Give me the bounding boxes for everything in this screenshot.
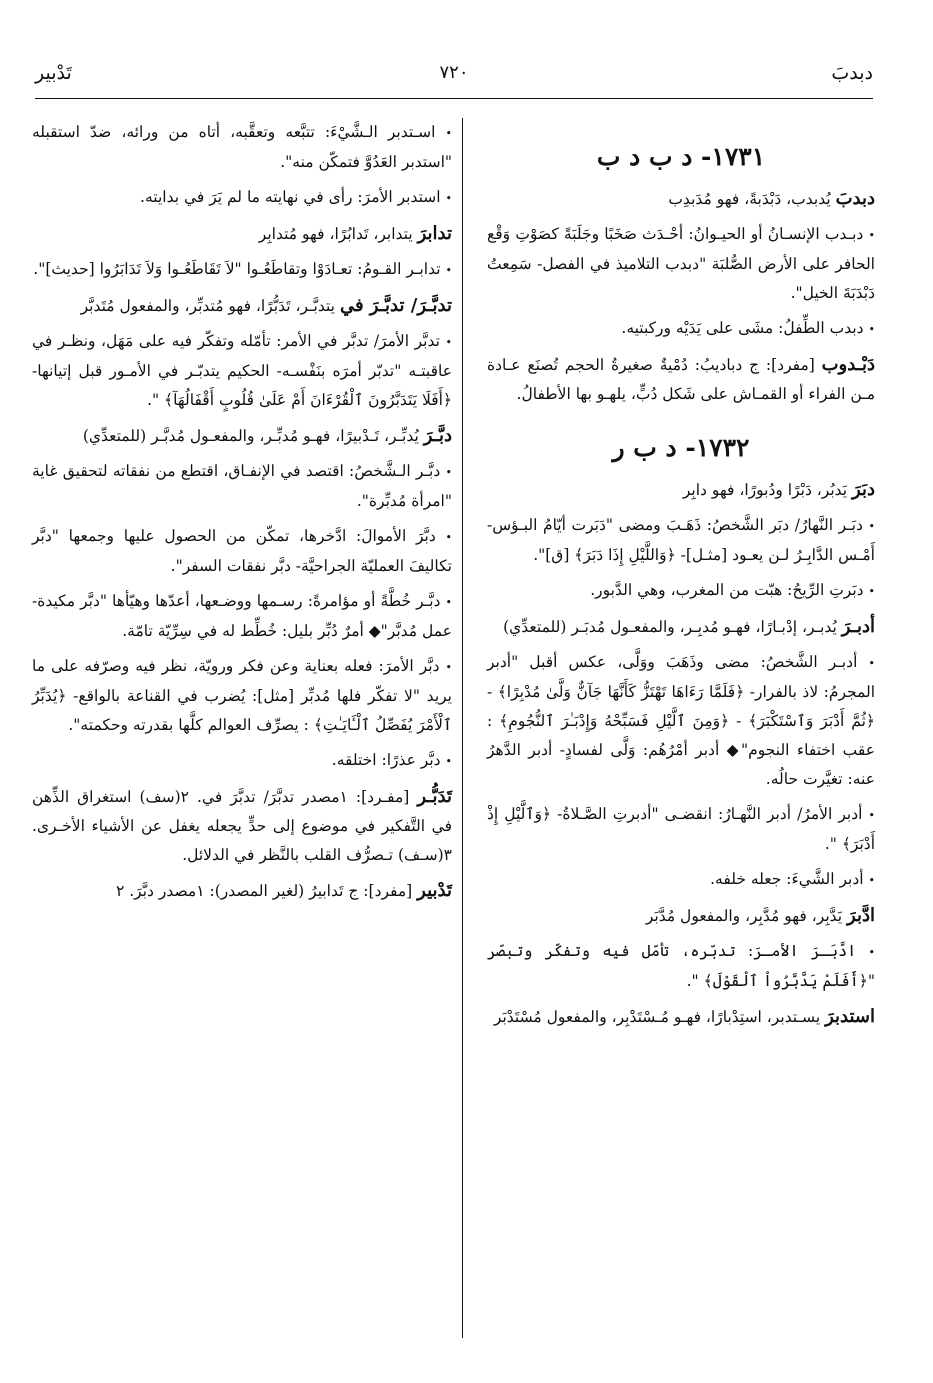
bullet-icon: •	[445, 661, 452, 674]
bullet-icon: •	[445, 596, 453, 609]
sense	[487, 937, 875, 996]
column-divider	[462, 118, 463, 1338]
page-number: ٧٢٠	[439, 62, 469, 83]
sense-text: أدبـر الشَّخصُ: مضى وذَهَبَ ووَلَّى، عكس أقبل "أدبر المجرمُ: لاذ بالفرار- ﴿فَلَمَّا رَءَاهَا تَهْتَزُّ كَأَنَّهَا جَآنٌّ وَلَّىٰ مُدْبِرًا﴾ - ﴿ثُمَّ أَدْبَرَ وَٱسْتَكْبَرَ﴾ - ﴿وَمِنَ ٱلَّيْلِ فَسَبِّحْهُ وَإِدْبَـٰرَ ٱلنُّجُومِ﴾ : عقب اختفاء النجوم"◆ أدبر أمْرُهُم: وَلَّى لفسادٍ- أدبر الدَّهرُ عنه: تغيَّرت حالُه.	[487, 653, 875, 788]
headword: تدبَّـرَ/ تدبَّـرَ في	[339, 295, 452, 316]
bullet-icon: •	[445, 531, 452, 544]
sense	[487, 576, 875, 606]
sense-text: تدابـر القـومُ: تعـادَوْا وتقاطَعُـوا "لاَ تَقَاطَعُـوا وَلاَ تَدَابَرُوا [حديث]".	[33, 260, 441, 278]
headword: دبَرَ	[852, 479, 875, 500]
left-column	[32, 118, 452, 912]
sense	[32, 652, 452, 740]
entry-text: [مفرد]: ج دباديبُ: دُمْيةٌ صغيرةُ الحجم تُصنَع عـادة مـن الفراء أو القمـاش على شَكل دُبٍّ، يلهـو بها الأطفالُ.	[487, 356, 875, 403]
sense-text: دبـدب الإنسـانُ أو الحيـوانُ: أحْـدَث صَخَبًا وجَلَبَةً كصَوْتِ وَقْع الحافر على الأرض الصُّلبَة "دبدب التلاميذ في الفصل- سَمِعتُ دَبْدَبَةَ الخيل".	[487, 225, 875, 302]
bullet-icon: •	[868, 520, 875, 533]
entry-text: يُدبدب، دَبْدَبةً، فهو مُدَبدِب	[668, 190, 836, 208]
sense-text: دبَّر عذرًا: اختلقه.	[331, 751, 441, 769]
entry-text: يَدَّبِر، فهو مُدَّبِر، والمفعول مُدَّبَر	[645, 907, 848, 925]
entry-text: [مفـرد]: ١مصدر تدبَّرَ/ تدبَّرَ في. ٢(سف) استغراق الذِّهن في التَّفكير في موضوع إلى حدٍّ يجعله يغفل عن الأشياء الأخـرى. ٣(سـف) تـصرُّف القلب بالنَّظر في الدلائل.	[32, 788, 452, 864]
bullet-icon: •	[445, 127, 452, 140]
sense-text: دبَّرَ الأموالَ: ادَّخرها، تمكّن من الحصول عليها وجمعها "دبَّر تكاليفَ العمليّة الجراحيَّة- دبَّر نفقات السفر".	[32, 527, 452, 575]
right-column	[487, 118, 875, 1038]
sense	[32, 522, 452, 581]
dictionary-entry	[32, 219, 452, 249]
bullet-icon: •	[868, 585, 875, 598]
sense	[487, 220, 875, 308]
sense-text: دبَّر الأمرَ: فعله بعناية وعن فكر ورويّة، نظر فيه وصرّفه على ما يريد "لا تفكّر فلها مُدبِّر [مثل]: يُضرب في القناعة بالواقع- ﴿يُدَبِّرُ ٱلْأَمْرَ يُفَصِّلُ ٱلْـَٔايَـٰتِ﴾ : يصرِّف العوالم كلَّها بقدرته وحكمته".	[32, 657, 452, 734]
sense	[32, 118, 452, 177]
headword: ادَّبرَ	[847, 905, 875, 926]
sense	[487, 511, 875, 570]
sense-text: دبدب الطِّفلُ: مشَى على يَدَيْه وركبتيه.	[621, 319, 864, 337]
sense-text: دبَّـر الـشَّخصُ: اقتصد في الإنفـاق، اقتطع من نفقاته لتحقيق غاية "امرأة مُدبِّرة".	[32, 462, 452, 510]
entry-text: يتدبَّـر، تَدَبُّرًا، فهو مُتدبِّر، والمفعول مُتَدبَّر	[80, 297, 340, 315]
dictionary-entry	[487, 1002, 875, 1032]
sense	[487, 865, 875, 895]
entry-text: يَدبُر، دَبْرًا ودُبورًا، فهو دابِر	[682, 481, 853, 499]
dictionary-entry	[32, 782, 452, 870]
sense	[32, 255, 452, 285]
sense	[32, 327, 452, 415]
sense	[32, 183, 452, 213]
entry-text: يتدابر، تَدابُرًا، فهو مُتدابِر	[258, 225, 418, 243]
sense	[32, 587, 452, 646]
bullet-icon: •	[868, 946, 875, 959]
sense	[487, 800, 875, 859]
sense-text: أدبر الشَّيءَ: جعله خلفه.	[710, 870, 864, 888]
page-header	[35, 58, 873, 99]
bullet-icon: •	[445, 755, 452, 768]
sense-text: اسـتدبر الـشَّيْءَ: تتبَّعه وتعقَّبه، أتاه من ورائه، ضدّ استقبله "استدبر العَدُوَّ فتمكّن منه".	[32, 123, 452, 171]
bullet-icon: •	[445, 192, 452, 205]
headword: تَدَبُّـر	[417, 786, 453, 807]
header-first-word: دبدبَ	[831, 62, 873, 84]
entry-text: يُدبِّـر، تَـدْبيرًا، فهـو مُدبِّـر، والمفعـول مُدبَّـر (للمتعدِّي)	[82, 427, 424, 445]
headword: أدبـرَ	[841, 616, 875, 637]
sense-text: دبَـر النَّهارُ/ دبَر الشَّخصُ: ذَهَـبَ ومضى "دَبَرت أيّامُ البـؤس- أَمْـس الدَّابِـرُ لـن يعـود [مثـل]- ﴿وَاللَّيْلِ إِذَا دَبَرَ﴾ [ق]".	[487, 516, 875, 564]
headword: استدبرَ	[825, 1006, 875, 1027]
dictionary-entry	[487, 184, 875, 214]
dictionary-entry	[487, 475, 875, 505]
dictionary-entry	[487, 901, 875, 931]
root-heading: ١٧٣٢- د ب ر	[612, 433, 750, 462]
bullet-icon: •	[868, 229, 875, 242]
root-heading: ١٧٣١- د ب د ب	[596, 142, 766, 171]
sense-text: ادَّبَـرَ الأمـرَ: تدبّره، تأمّل فيه وتفكّر وتبصّر "﴿أَفَلَمْ يَدَّبَّرُواْ ٱلْقَوْلَ﴾ ".	[487, 942, 875, 990]
sense	[487, 314, 875, 344]
dictionary-entry	[487, 612, 875, 642]
sense-text: دبَّـر خُطَّةً أو مؤامرةً: رسـمها ووضـعها، أعدّها وهيّأها "دبَّر مكيدة- عمل مُدبَّر"◆ أمرٌ دُبِّر بليل: خُطِّط له في سِرِّيّة تامّة.	[32, 592, 452, 640]
sense-text: أدبر الأمرُ/ أدبر النَّهـارُ: انقضـى "أدبرتِ الصَّـلاةُ- ﴿وَٱلَّيْلِ إِذْ أَدْبَرَ﴾ ".	[487, 805, 875, 853]
dictionary-entry	[32, 876, 452, 906]
bullet-icon: •	[445, 466, 452, 479]
headword: دبَّـرَ	[423, 425, 452, 446]
sense-text: دبَرتِ الرِّيحُ: هبّت من المغرب، وهي الدَّبور.	[590, 581, 864, 599]
dictionary-entry	[487, 350, 875, 409]
entry-text: يُدبـر، إدْبـارًا، فهـو مُدبِـر، والمفعـول مُدبَـر (للمتعدِّي)	[503, 618, 842, 636]
bullet-icon: •	[445, 336, 452, 349]
headword: تَدْبير	[417, 880, 452, 901]
sense	[487, 648, 875, 794]
bullet-icon: •	[445, 264, 452, 277]
bullet-icon: •	[868, 657, 875, 670]
sense	[32, 457, 452, 516]
entry-text: يسـتدبر، استِدْبارًا، فهـو مُـسْتَدْبِر، والمفعول مُسْتَدْبَر	[493, 1008, 826, 1026]
header-last-word: تَدْبير	[35, 62, 72, 84]
sense-text: استدبر الأمرَ: رأى في نهايته ما لم يَرَ في بدايته.	[140, 188, 441, 206]
headword: دبدبَ	[835, 188, 875, 209]
sense	[32, 746, 452, 776]
headword: تدابرَ	[417, 223, 452, 244]
bullet-icon: •	[868, 874, 875, 887]
headword: دَبْـدوب	[821, 354, 875, 375]
sense-text: تدبَّر الأمرَ/ تدبَّر في الأمر: تأمّله وتفكّر فيه على مَهَل، ونظـر في عاقبتـه "تدبّر أمرَه بنَفْسـه- الحكيم يتدبّـر في الأمـور قبل إتيانها- ﴿أَفَلَا يَتَدَبَّرُونَ ٱلْقُرْءَانَ أَمْ عَلَىٰ قُلُوبٍ أَقْفَالُهَآ﴾ ".	[32, 332, 452, 409]
bullet-icon: •	[868, 323, 875, 336]
entry-text: [مفرد]: ج تَدابيرُ (لغير المصدر): ١مصدر دبَّرَ. ٢	[115, 882, 418, 900]
dictionary-entry	[32, 421, 452, 451]
bullet-icon: •	[868, 809, 875, 822]
dictionary-entry	[32, 291, 452, 321]
